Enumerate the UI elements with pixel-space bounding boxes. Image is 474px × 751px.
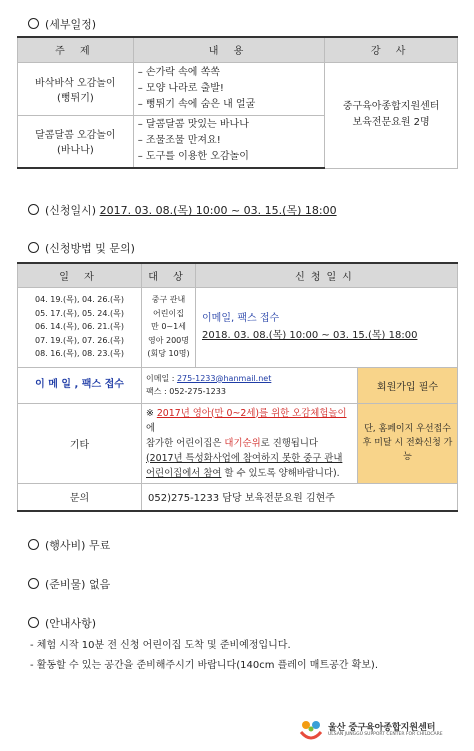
notice-item: - 활동할 수 있는 공간을 준비해주시기 바랍니다(140cm 플레이 매트공간 확보). — [30, 660, 379, 671]
topic-cell: 달콤달콤 오감놀이 (바나나) — [18, 115, 134, 168]
instructor-cell: 중구육아종합지원센터 보육전문요원 2명 — [325, 62, 458, 168]
section-schedule-title: (세부일정) — [28, 16, 96, 32]
circle-bullet-icon — [28, 617, 39, 628]
header-date: 일 자 — [18, 263, 142, 287]
center-logo-icon — [298, 718, 324, 742]
apply-time-cell: 이메일, 팩스 접수 2018. 03. 08.(목) 10:00 ~ 03. 15.(목) 18:00 — [196, 287, 458, 367]
table-row — [18, 62, 458, 115]
section-supplies: (준비물) 없음 — [28, 576, 110, 592]
footer-logo — [298, 718, 458, 742]
inquiry-label: 문의 — [18, 483, 142, 511]
circle-bullet-icon — [28, 18, 39, 29]
circle-bullet-icon — [28, 204, 39, 215]
etc-cell: ※ 2017년 영아(만 0~2세)를 위한 오감체험놀이에 참가한 어린이집은 대기순위로 진행됩니다 (2017년 특성화사업에 참여하지 못한 중구 관내 어린이집에서 참여 할 수 있도록 양해바랍니다). — [142, 403, 358, 483]
inquiry-value: 052)275-1233 담당 보육전문요원 김현주 — [142, 483, 458, 511]
dates-cell: 04. 19.(목), 04. 26.(목) 05. 17.(목), 05. 24.(목) 06. 14.(목), 06. 21.(목) 07. 19.(목), 07. 26.(목) 08. 16.(목), 08. 23.(목) — [18, 287, 142, 367]
section-apply-method: (신청방법 및 문의) — [28, 240, 135, 256]
schedule-table — [17, 36, 458, 169]
contact-cell: 이메일 : 275-1233@hanmail.net 팩스 : 052-275-1233 — [142, 367, 358, 403]
header-apply-time: 신청일시 — [196, 263, 458, 287]
table-row — [18, 403, 458, 483]
target-cell: 중구 관내 어린이집 만 0~1세 영아 200명 (회당 10명) — [142, 287, 196, 367]
topic-cell: 바삭바삭 오감놀이 (뻥튀기) — [18, 62, 134, 115]
circle-bullet-icon — [28, 578, 39, 589]
notice-item: - 체험 시작 10분 전 신청 어린이집 도착 및 준비예정입니다. — [30, 640, 291, 651]
etc-label: 기타 — [18, 403, 142, 483]
table-row — [18, 483, 458, 511]
circle-bullet-icon — [28, 539, 39, 550]
header-content: 내 용 — [133, 37, 325, 62]
etc-right-note: 단, 홈페이지 우선접수 후 미달 시 전화신청 가능 — [358, 403, 458, 483]
contact-label: 이 메 일 , 팩스 접수 — [18, 367, 142, 403]
email-link[interactable]: 275-1233@hanmail.net — [176, 373, 272, 383]
table-row — [18, 367, 458, 403]
header-target: 대 상 — [142, 263, 196, 287]
content-cell: – 손가락 속에 쏙쏙 – 모양 나라로 출발! – 뻥튀기 속에 숨은 내 얼굴 — [133, 62, 325, 115]
footer-sub: ULSAN JUNGGU SUPPORT CENTER FOR CHILDCARE — [328, 732, 443, 737]
table-row — [18, 287, 458, 367]
apply-table — [17, 262, 458, 512]
footer-name: 울산 중구육아종합지원센터 — [328, 723, 436, 733]
header-topic: 주 제 — [18, 37, 134, 62]
section-notice: (안내사항) — [28, 615, 96, 631]
content-cell: – 달콤달콤 맛있는 바나나 – 조물조물 만져요! – 도구를 이용한 오감놀이 — [133, 115, 325, 168]
member-note: 회원가입 필수 — [358, 367, 458, 403]
circle-bullet-icon — [28, 242, 39, 253]
section-fee: (행사비) 무료 — [28, 537, 110, 553]
section-apply-date: (신청일시) 2017. 03. 08.(목) 10:00 ~ 03. 15.(목) 18:00 — [28, 202, 337, 218]
header-instructor: 강 사 — [325, 37, 458, 62]
